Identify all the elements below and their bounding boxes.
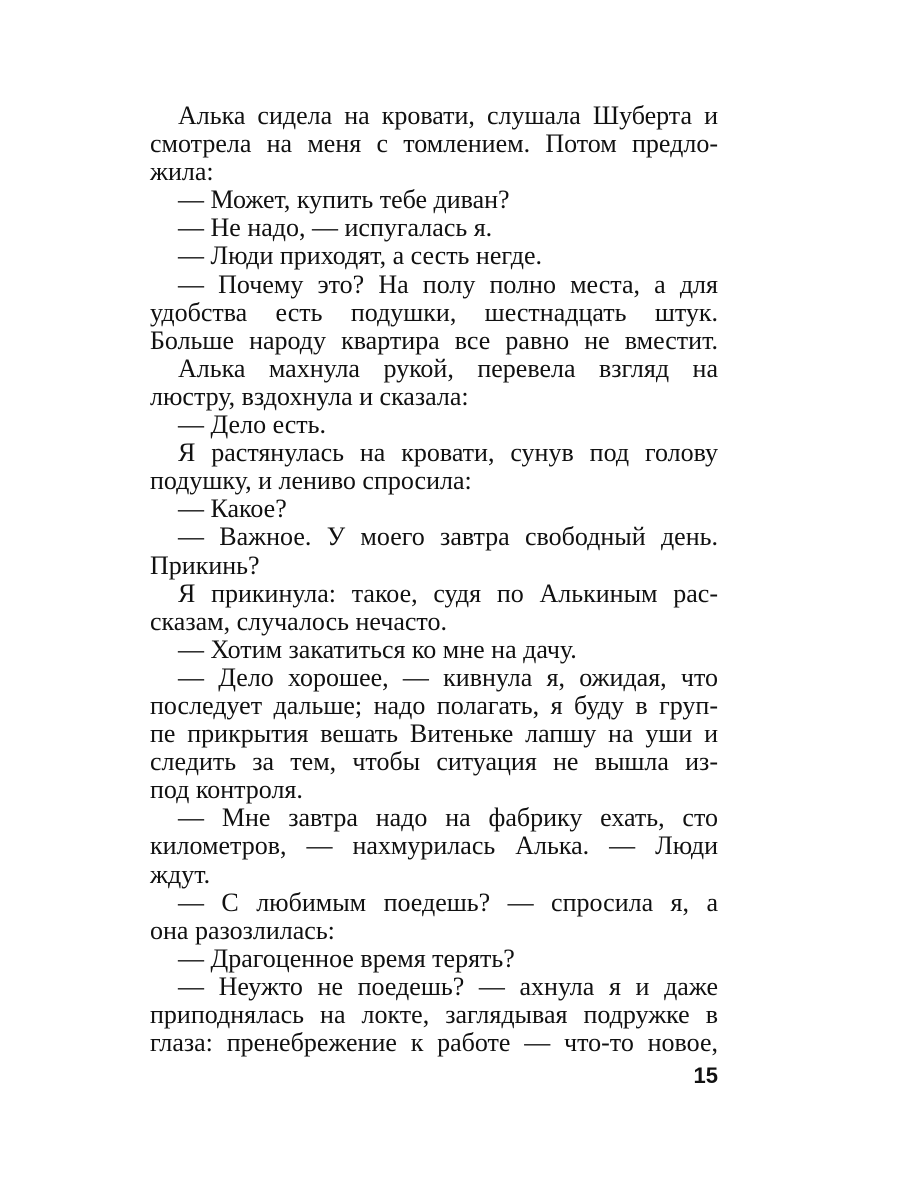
text-line: ждут. (150, 859, 211, 889)
text-line: — Дело хорошее, — кивнула я, ожидая, что (178, 662, 718, 692)
text-line: пе прикрытия вешать Витеньке лапшу на уши и (150, 719, 718, 749)
text-line: жила: (150, 157, 214, 187)
text-line: — С любимым поедешь? — спросила я, а (178, 887, 718, 917)
body-text (150, 102, 718, 1057)
text-line: удобства есть подушки, шестнадцать штук. (150, 297, 718, 327)
text-line: Алька махнула рукой, перевела взгляд на (178, 353, 718, 383)
text-line: последует дальше; надо полагать, я буду в груп- (150, 690, 718, 720)
text-line: Прикинь? (150, 550, 260, 580)
text-line: Я прикинула: такое, судя по Алькиным рас- (178, 578, 718, 608)
text-line: глаза: пренебрежение к работе — что-то новое, (150, 1028, 718, 1058)
text-line: Алька сидела на кровати, слушала Шуберта и (178, 101, 718, 130)
text-line: люстру, вздохнула и сказала: (150, 381, 469, 411)
text-line: — Мне завтра надо на фабрику ехать, сто (178, 803, 718, 833)
text-line: Я растянулась на кровати, сунув под голову (178, 438, 718, 468)
text-line: — Почему это? На полу полно места, а для (178, 269, 718, 299)
text-line: — Дело есть. (178, 410, 327, 440)
text-line: километров, — нахмурилась Алька. — Люди (150, 831, 718, 861)
text-line: под контроля. (150, 775, 303, 805)
text-line: — Хотим закатиться ко мне на дачу. (178, 634, 577, 664)
page-number: 15 (693, 1063, 718, 1088)
text-line: приподнялась на локте, заглядывая подружке в (150, 1000, 718, 1029)
text-line: она разозлилась: (150, 915, 335, 945)
text-line: Больше народу квартира все равно не вместит. (150, 325, 718, 355)
text-line: сказам, случалось нечасто. (150, 606, 447, 636)
text-line: — Люди приходят, а сесть негде. (178, 241, 542, 271)
text-line: — Драгоценное время терять? (178, 943, 515, 973)
text-line: — Важное. У моего завтра свободный день. (178, 522, 718, 552)
text-line: — Не надо, — испугалась я. (178, 213, 493, 243)
text-line: подушку, и лениво спросила: (150, 466, 472, 496)
text-line: — Какое? (178, 494, 287, 524)
text-line: следить за тем, чтобы ситуация не вышла из- (150, 747, 718, 777)
text-line: смотрела на меня с томлением. Потом предло- (150, 129, 718, 159)
text-line: — Неужто не поедешь? — ахнула я и даже (178, 971, 718, 1001)
text-line: — Может, купить тебе диван? (178, 185, 510, 215)
